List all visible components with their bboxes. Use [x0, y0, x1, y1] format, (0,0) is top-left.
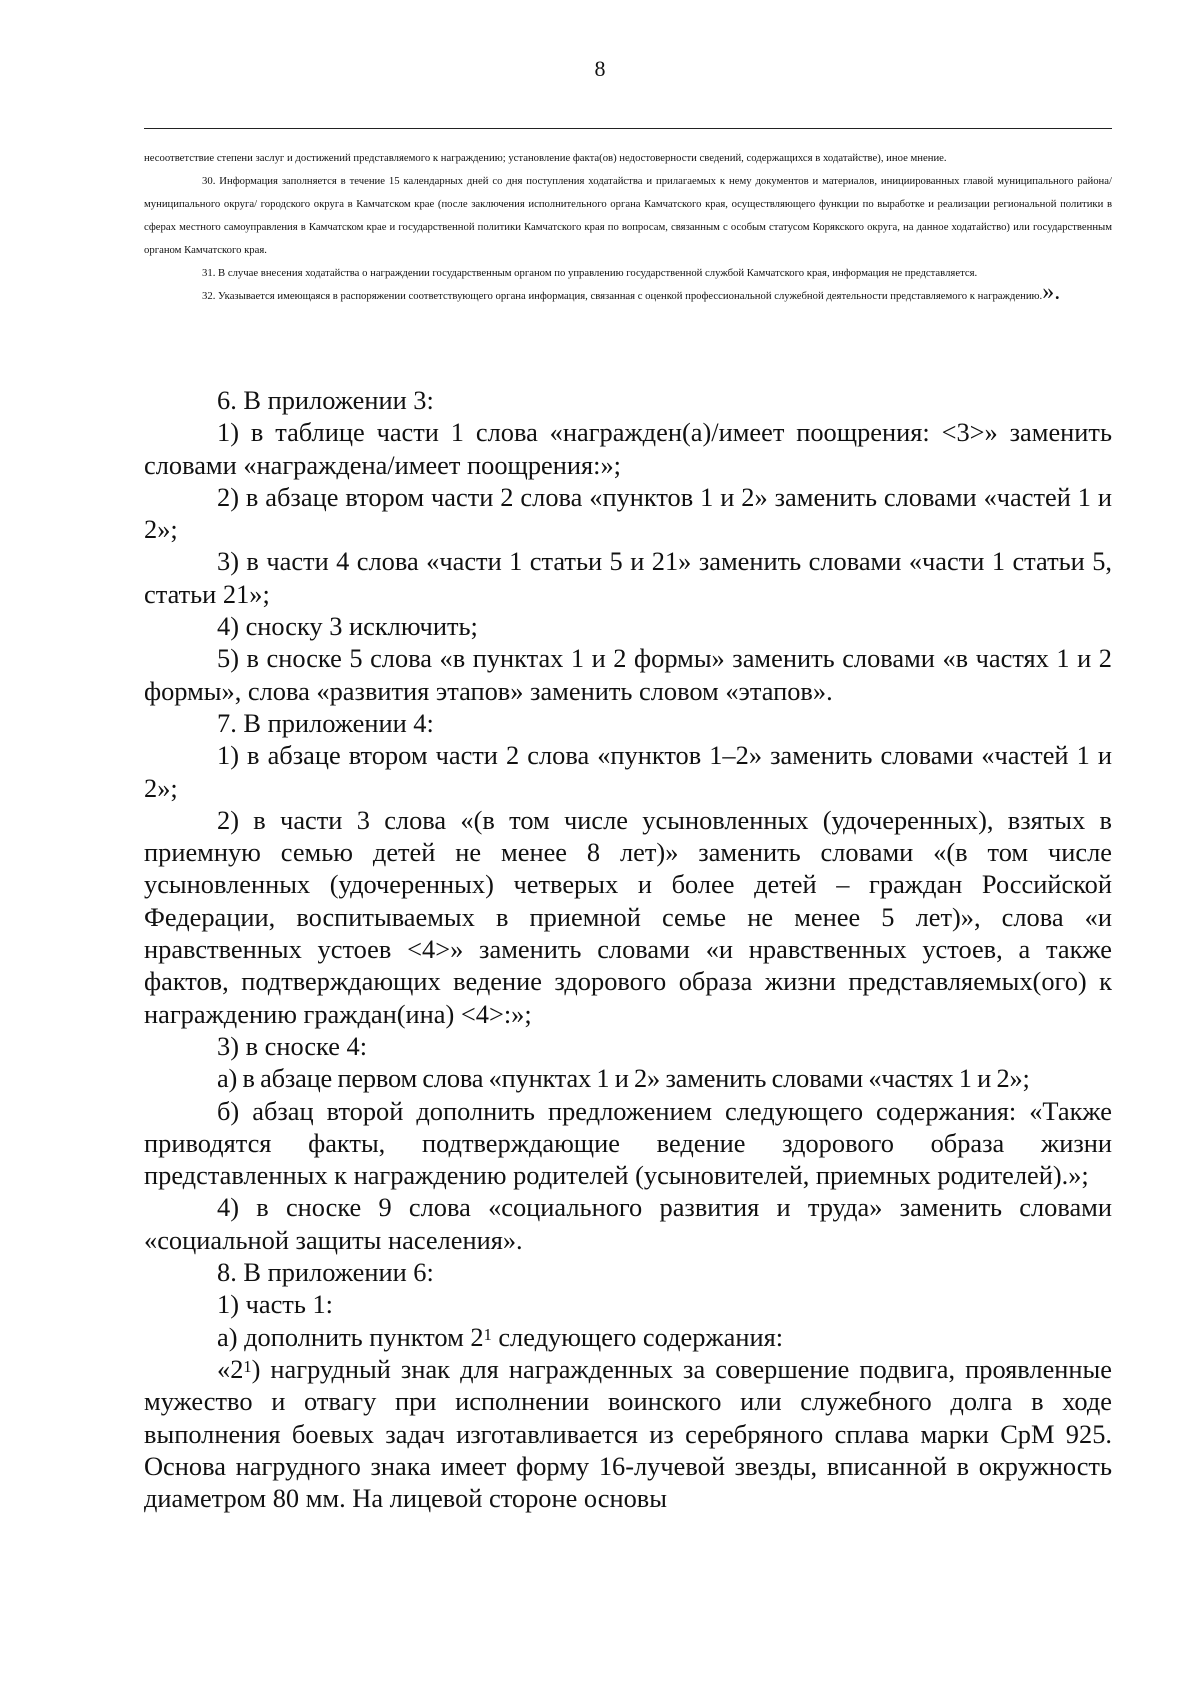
paragraph: 1) в абзаце втором части 2 слова «пунктов 1–2» заменить словами «частей 1 и 2»; [144, 740, 1112, 803]
paragraph-text: «2 [217, 1353, 244, 1384]
paragraph: 2) в части 3 слова «(в том числе усыновленных (удочеренных), взятых в приемную семью детей не менее 8 лет)» заменить словами «(в том числе усыновленных (удочеренных) четверых и более детей – граждан Российской Федерации, воспитываемых в приемной семье не менее 5 лет)», слова «и нравственных устоев <4>» заменить словами «и нравственных устоев, а также фактов, подтверждающих ведение здорового образа жизни представляемых(ого) к награждению граждан(ина) <4>:»; [144, 804, 1112, 1029]
paragraph [144, 1321, 1112, 1353]
paragraph: 1) часть 1: [217, 1289, 333, 1320]
footnote-32-text: 32. Указывается имеющаяся в распоряжении соответствующего органа информация, связанная с оценкой профессиональной служебной деятельности представляемого к награждению. [202, 290, 1043, 302]
paragraph: 2) в абзаце втором части 2 слова «пунктов 1 и 2» заменить словами «частей 1 и 2»; [144, 481, 1112, 545]
paragraph: б) абзац второй дополнить предложением следующего содержания: «Также приводятся факты, подтверждающие ведение здорового образа жизни представленных к награждению родителей (усыновителей, приемных родителей).»; [144, 1095, 1112, 1191]
paragraph: 5) в сноске 5 слова «в пунктах 1 и 2 формы» заменить словами «в частях 1 и 2 формы», слова «развития этапов» заменить словом «этапов». [144, 643, 1112, 706]
paragraph: 3) в сноске 4: [217, 1030, 368, 1061]
paragraph: 8. В приложении 6: [217, 1257, 434, 1288]
footnote-30: 30. Информация заполняется в течение 15 календарных дней со дня поступления ходатайства и прилагаемых к нему документов и материалов, инициированных главой муниципального района/ муниципального округа/ городского округа в Камчатском крае (после заключения исполнительного органа Камчатского края, осуществляющего функции по выработке и реализации региональной политики в сферах местного самоуправления в Камчатском крае и государственной политики Камчатского края по вопросам, связанным с особым статусом Корякского округа, на данное ходатайство) или государственным органом Камчатского края. [144, 175, 1112, 256]
footnotes-section [144, 147, 1112, 308]
superscript: 1 [243, 1357, 252, 1377]
footnote-separator [144, 128, 1112, 129]
paragraph-text: следующего содержания: [491, 1321, 784, 1352]
paragraph: 4) сноску 3 исключить; [217, 611, 478, 642]
footnote-continuation: несоответствие степени заслуг и достижений представляемого к награждению; установление факта(ов) недостоверности сведений, содержащихся в ходатайстве), иное мнение. [144, 152, 947, 164]
paragraph: 3) в части 4 слова «части 1 статьи 5 и 21» заменить словами «части 1 статьи 5, статьи 21»; [144, 546, 1112, 609]
main-text [144, 384, 1112, 1514]
superscript: 1 [483, 1324, 492, 1344]
paragraph-text: ) нагрудный знак для награжденных за совершение подвига, проявленные мужество и отвагу при исполнении воинского или служебного долга в ходе выполнения боевых задач изготавливается из серебряного сплава марки СрМ 925. Основа нагрудного знака имеет форму 16-лучевой звезды, вписанной в окружность диаметром 80 мм. На лицевой стороне основы [144, 1353, 1112, 1514]
paragraph: 4) в сноске 9 слова «социального развития и труда» заменить словами «социальной защиты населения». [144, 1192, 1112, 1255]
footnote-32 [144, 279, 1112, 308]
paragraph: а) в абзаце первом слова «пунктах 1 и 2» заменить словами «частях 1 и 2»; [217, 1063, 1030, 1094]
paragraph-text: а) дополнить пунктом 2 [217, 1321, 484, 1352]
closing-quote: ». [1042, 279, 1061, 305]
paragraph: 6. В приложении 3: [217, 385, 434, 415]
paragraph: 7. В приложении 4: [217, 707, 434, 738]
paragraph: 1) в таблице части 1 слова «награжден(а)/имеет поощрения: <3>» заменить словами «награждена/имеет поощрения:»; [144, 417, 1112, 480]
paragraph [144, 1353, 1112, 1514]
page-number: 8 [594, 56, 606, 81]
footnote-31: 31. В случае внесения ходатайства о награждении государственным органом по управлению государственной службой Камчатского края, информация не представляется. [202, 267, 978, 279]
